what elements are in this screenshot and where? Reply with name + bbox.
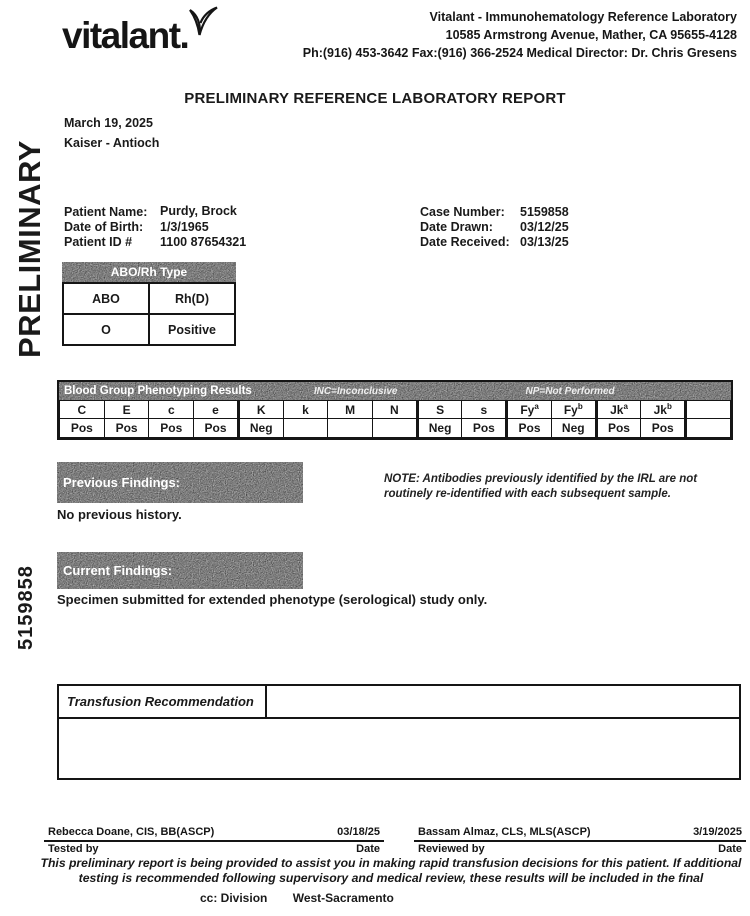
legend-inconclusive: INC=Inconclusive (313, 385, 398, 397)
preliminary-watermark: PRELIMINARY (12, 140, 47, 358)
phenotyping-result-row (60, 419, 731, 438)
date-drawn-label: Date Drawn: (420, 220, 493, 234)
cc-label: cc: Division (200, 891, 268, 905)
phenotyping-title-bar (59, 382, 731, 400)
antigen-header: Fy$^b$ (551, 401, 596, 419)
result-cell: Neg (417, 419, 462, 438)
dob-value: 1/3/1965 (160, 220, 209, 234)
cc-line (200, 891, 394, 905)
legend-not-performed: NP=Not Performed (525, 385, 615, 397)
antigen-header: Jk$^a$ (596, 401, 641, 419)
result-cell: Pos (596, 419, 641, 438)
report-title: PRELIMINARY REFERENCE LABORATORY REPORT (184, 90, 566, 107)
result-cell: Pos (104, 419, 149, 438)
case-number-value: 5159858 (520, 205, 569, 219)
logo-wordmark: vitalant. (62, 15, 189, 56)
abo-value-cell: O (63, 314, 149, 345)
note-text: NOTE: Antibodies previously identified by the IRL are not routinely re-identified with each subsequent sample. (384, 473, 698, 500)
case-number-watermark: 5159858 (15, 565, 37, 650)
result-cell (373, 419, 418, 438)
tested-labels-row (44, 842, 384, 855)
organization-header (303, 8, 737, 62)
result-cell: Pos (641, 419, 686, 438)
patient-name-label: Patient Name: (64, 205, 148, 219)
antigen-header: K (238, 401, 283, 419)
antigen-header: e (194, 401, 239, 419)
cc-value: West-Sacramento (292, 891, 394, 905)
phenotyping-title: Blood Group Phenotyping Results (64, 385, 252, 397)
reviewed-by-label: Reviewed by (418, 843, 485, 855)
reviewed-by-name: Bassam Almaz, CLS, MLS(ASCP) (418, 826, 591, 838)
transfusion-header-row (59, 686, 739, 719)
patient-name-value: Purdy, Brock (160, 204, 237, 218)
result-cell: Neg (551, 419, 596, 438)
abo-rh-grid (62, 282, 236, 346)
antigen-header: Jk$^b$ (641, 401, 686, 419)
transfusion-recommendation-box (57, 684, 741, 780)
org-contact: Ph:(916) 453-3642 Fax:(916) 366-2524 Medical Director: Dr. Chris Gresens (302, 46, 737, 60)
patient-id-label: Patient ID # (64, 235, 133, 249)
antigen-header: c (149, 401, 194, 419)
reviewed-by-signature-block (414, 826, 746, 855)
date-received-value: 03/13/25 (520, 235, 569, 249)
antigen-header: M (328, 401, 373, 419)
result-cell: Pos (462, 419, 507, 438)
reviewed-date: 3/19/2025 (693, 826, 742, 838)
antigen-header (686, 401, 731, 419)
rhd-header-cell: Rh(D) (149, 283, 235, 314)
result-cell: Pos (194, 419, 239, 438)
preliminary-disclaimer: This preliminary report is being provided to assist you in making rapid transfusion decisions for this patient. If additional testing is recommended following supervisory and medical review, these results will be included in the final (40, 856, 742, 885)
result-cell: Pos (149, 419, 194, 438)
result-cell: Neg (238, 419, 283, 438)
result-cell: Pos (507, 419, 552, 438)
reviewed-labels-row (414, 842, 746, 855)
transfusion-title: Transfusion Recommendation (59, 686, 267, 717)
tested-signature-line (44, 826, 384, 842)
antigen-header: k (283, 401, 328, 419)
abo-rh-table-title-bar (62, 262, 236, 282)
antigen-header: C (60, 401, 105, 419)
date-received-label: Date Received: (420, 235, 510, 249)
phenotyping-header-row (60, 401, 731, 419)
tested-date: 03/18/25 (337, 826, 380, 838)
dob-label: Date of Birth: (64, 220, 144, 234)
date-drawn-value: 03/12/25 (520, 220, 569, 234)
current-findings-title: Current Findings: (63, 563, 173, 578)
antigen-header: N (373, 401, 418, 419)
org-address: 10585 Armstrong Avenue, Mather, CA 95655-4128 (445, 28, 737, 42)
reviewed-date-label: Date (718, 843, 742, 855)
abo-rh-table (62, 262, 236, 346)
antigen-header: E (104, 401, 149, 419)
tested-by-signature-block (44, 826, 384, 855)
org-name: Vitalant - Immunohematology Reference Laboratory (429, 10, 737, 24)
antigen-header: s (462, 401, 507, 419)
abo-rh-title: ABO/Rh Type (110, 265, 188, 279)
result-cell (686, 419, 731, 438)
tested-by-name: Rebecca Doane, CIS, BB(ASCP) (48, 826, 215, 838)
rhd-value-cell: Positive (149, 314, 235, 345)
tested-by-label: Tested by (48, 843, 99, 855)
wing-icon (184, 4, 220, 40)
antigen-header: S (417, 401, 462, 419)
patient-id-value: 1100 87654321 (160, 235, 247, 249)
result-cell (328, 419, 373, 438)
previous-findings-body: No previous history. (57, 507, 182, 522)
report-date: March 19, 2025 (64, 116, 153, 130)
result-cell (283, 419, 328, 438)
current-findings-body: Specimen submitted for extended phenotype (serological) study only. (57, 592, 488, 607)
current-findings-bar (57, 552, 303, 589)
abo-header-cell: ABO (63, 283, 149, 314)
previous-findings-title: Previous Findings: (63, 475, 181, 490)
phenotyping-grid (59, 400, 731, 438)
phenotyping-table (57, 380, 733, 440)
tested-date-label: Date (356, 843, 380, 855)
result-cell: Pos (60, 419, 105, 438)
case-number-label: Case Number: (420, 205, 505, 219)
vitalant-logo (62, 14, 220, 58)
previous-findings-bar (57, 462, 303, 503)
antigen-header: Fy$^a$ (507, 401, 552, 419)
reviewed-signature-line (414, 826, 746, 842)
facility-name: Kaiser - Antioch (64, 136, 160, 150)
